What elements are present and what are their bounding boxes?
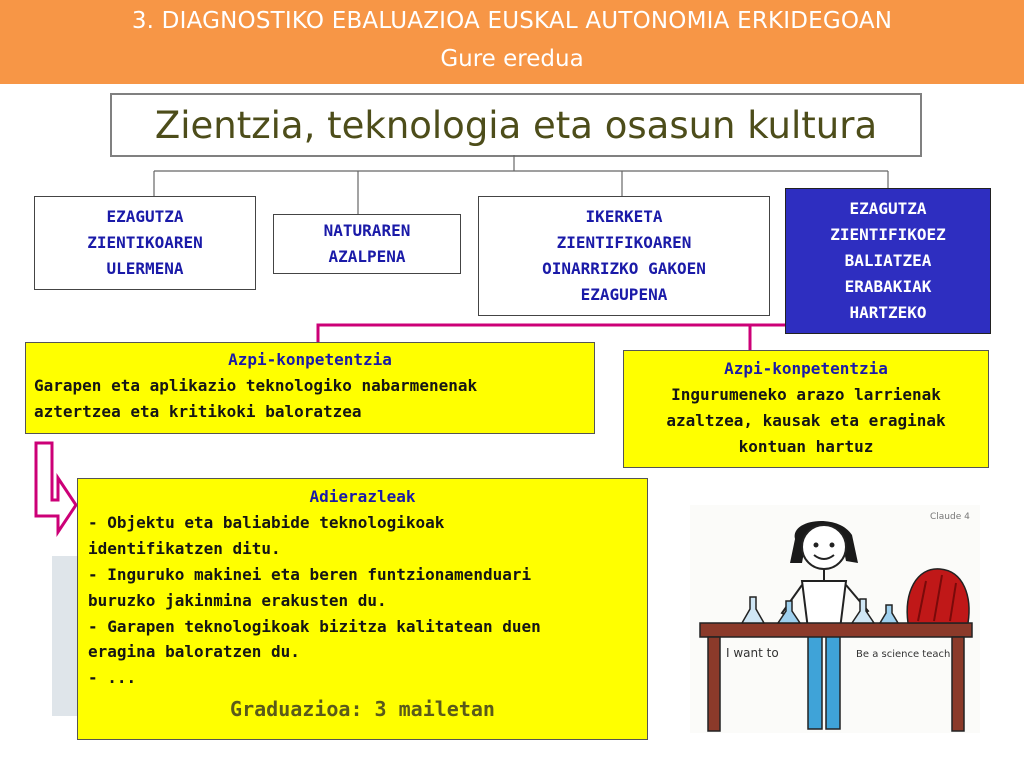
competence-2: NATURAREN AZALPENA [273, 214, 461, 274]
header-subtitle: Gure eredua [440, 46, 584, 72]
indicator-item: - ... [88, 668, 137, 688]
root-node: Zientzia, teknologia eta osasun kultura [110, 93, 922, 157]
scientist-drawing-icon [690, 505, 980, 733]
graduation-label: Graduazioa: 3 mailetan [230, 697, 495, 722]
competence-1: EZAGUTZA ZIENTIKOAREN ULERMENA [34, 196, 256, 290]
indicator-item: - Inguruko makinei eta beren funtzionamenduari buruzko jakinmina erakusten du. [88, 564, 532, 610]
indicators-heading: Adierazleak [309, 487, 416, 506]
competence-3: IKERKETA ZIENTIFIKOAREN OINARRIZKO GAKOEN EZAGUPENA [478, 196, 770, 316]
indicators-box [77, 478, 648, 740]
subcompetence-left-heading: Azpi-konpetentzia [228, 350, 392, 369]
drawing-corner-text: Claude 4 [930, 512, 970, 522]
sub-connector-main [318, 325, 786, 342]
subcompetence-right-text: Ingurumeneko arazo larrienak azaltzea, kausak eta eraginak kontuan hartuz [666, 384, 946, 456]
subcompetence-right-heading: Azpi-konpetentzia [724, 359, 888, 378]
l-arrow-icon [36, 443, 76, 532]
child-drawing [690, 505, 980, 733]
competence-4: EZAGUTZA ZIENTIFIKOEZ BALIATZEA ERABAKIAK HARTZEKO [785, 188, 991, 334]
indicator-item: - Garapen teknologikoak bizitza kalitatean duen eragina baloratzen du. [88, 616, 541, 662]
indicator-item: - Objektu eta baliabide teknologikoak identifikatzen ditu. [88, 512, 445, 558]
background-photo-edge [52, 556, 78, 716]
drawing-text-2: Be a science teach [856, 649, 951, 660]
subcompetence-right [623, 350, 989, 468]
subcompetence-left [25, 342, 595, 434]
drawing-text-1: I want to [726, 646, 779, 660]
header-title: 3. DIAGNOSTIKO EBALUAZIOA EUSKAL AUTONOMIA ERKIDEGOAN [131, 8, 893, 34]
subcompetence-left-text: Garapen eta aplikazio teknologiko nabarmenenak aztertzea eta kritikoki baloratzea [34, 375, 478, 421]
